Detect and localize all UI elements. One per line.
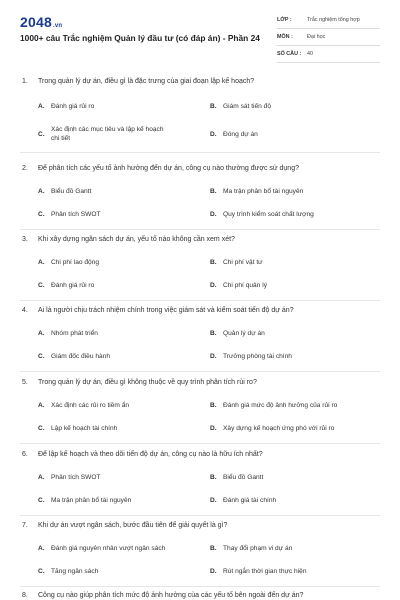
option-letter: C. — [38, 131, 45, 138]
option-d[interactable] — [210, 567, 373, 576]
option-a[interactable] — [38, 473, 166, 482]
option-letter: C. — [38, 353, 45, 360]
meta-label: MÔN : — [277, 34, 293, 40]
option-d[interactable] — [210, 496, 338, 505]
meta-value: Trắc nghiệm tổng hợp — [307, 17, 360, 23]
divider — [20, 443, 380, 444]
option-c[interactable] — [38, 281, 166, 290]
option-d[interactable] — [210, 424, 388, 433]
option-c[interactable] — [38, 125, 166, 143]
option-letter: A. — [38, 103, 45, 110]
question-prompt: Để phân tích các yếu tố ảnh hưởng đến dự án, công cụ nào thường được sử dụng? — [38, 165, 299, 172]
document-header — [0, 0, 400, 62]
option-a[interactable] — [38, 187, 166, 196]
divider — [20, 300, 380, 301]
question-prompt: Trong quản lý dự án, điều gì không thuộc về quy trình phân tích rủi ro? — [38, 379, 257, 386]
question-text — [22, 379, 382, 386]
option-text: Đánh giá nguyên nhân vượt ngân sách — [51, 545, 166, 552]
meta-label: SỐ CÂU : — [277, 51, 302, 57]
option-letter: B. — [210, 402, 217, 409]
option-c[interactable] — [38, 424, 166, 433]
option-text: Ma trận phân bổ tài nguyên — [223, 188, 304, 195]
meta-value: Đại học — [307, 34, 326, 40]
question-number: 1. — [22, 78, 28, 85]
option-text: Lập kế hoạch tài chính — [51, 425, 118, 432]
question-text — [22, 592, 382, 599]
option-text: Đánh giá tài chính — [223, 497, 277, 504]
option-text: Đóng dự án — [223, 131, 258, 138]
option-letter: D. — [210, 131, 217, 138]
option-text: Ma trận phân bổ tài nguyên — [51, 497, 132, 504]
meta-row-subject — [277, 29, 380, 46]
option-letter: D. — [210, 211, 217, 218]
option-a[interactable] — [38, 401, 166, 410]
option-a[interactable] — [38, 102, 166, 111]
option-text: Giám sát tiến độ — [223, 103, 272, 110]
question-number: 2. — [22, 165, 28, 172]
option-letter: D. — [210, 282, 217, 289]
option-text: Xác định các mục tiêu và lập kế hoạch chi tiết — [51, 126, 164, 142]
question-number: 4. — [22, 307, 28, 314]
question-prompt: Để lập kế hoạch và theo dõi tiến độ dự án, công cụ nào là hữu ích nhất? — [38, 451, 263, 458]
option-text: Tăng ngân sách — [51, 568, 99, 575]
option-b[interactable] — [210, 258, 338, 267]
question-number: 8. — [22, 592, 28, 599]
divider — [20, 371, 380, 372]
question-prompt: Công cụ nào giúp phân tích mức độ ảnh hưởng của các yếu tố bên ngoài đến dự án? — [38, 592, 304, 599]
question-text — [22, 165, 382, 172]
option-text: Xây dựng kế hoạch ứng phó với rủi ro — [223, 425, 335, 432]
page-title: 1000+ câu Trắc nghiệm Quản lý đầu tư (có đáp án) - Phần 24 — [20, 33, 260, 43]
option-text: Phân tích SWOT — [51, 474, 101, 481]
option-text: Chi phí vật tư — [223, 259, 263, 266]
option-d[interactable] — [210, 130, 338, 139]
divider — [20, 586, 380, 587]
logo-text: 2048 — [20, 14, 52, 30]
question-text — [22, 236, 382, 243]
option-letter: C. — [38, 497, 45, 504]
option-text: Xác định các rủi ro tiềm ẩn — [51, 402, 130, 409]
question-prompt: Khi dự án vượt ngân sách, bước đầu tiên để giải quyết là gì? — [38, 522, 228, 529]
option-letter: D. — [210, 568, 217, 575]
option-c[interactable] — [38, 567, 166, 576]
option-c[interactable] — [38, 352, 166, 361]
option-text: Rút ngắn thời gian thực hiện — [223, 568, 307, 575]
logo-suffix: .vn — [52, 23, 63, 29]
site-logo[interactable] — [20, 14, 62, 30]
option-text: Thay đổi phạm vi dự án — [223, 545, 293, 552]
option-b[interactable] — [210, 187, 363, 196]
option-a[interactable] — [38, 544, 216, 553]
option-text: Đánh giá rủi ro — [51, 282, 95, 289]
meta-table — [277, 12, 380, 63]
option-letter: B. — [210, 474, 217, 481]
divider — [20, 229, 380, 230]
option-b[interactable] — [210, 473, 338, 482]
option-letter: A. — [38, 545, 45, 552]
question-text — [22, 451, 382, 458]
option-text: Chi phí quản lý — [223, 282, 267, 289]
option-letter: A. — [38, 474, 45, 481]
option-text: Giám đốc điều hành — [51, 353, 111, 360]
question-prompt: Trong quản lý dự án, điều gì là đặc trưng của giai đoạn lập kế hoạch? — [38, 78, 255, 85]
option-b[interactable] — [210, 102, 338, 111]
option-text: Đánh giá mức độ ảnh hưởng của rủi ro — [223, 402, 338, 409]
option-letter: D. — [210, 353, 217, 360]
option-letter: B. — [210, 545, 217, 552]
option-b[interactable] — [210, 329, 338, 338]
option-text: Quy trình kiểm soát chất lượng — [223, 211, 314, 218]
option-c[interactable] — [38, 210, 166, 219]
question-prompt: Khi xây dựng ngân sách dự án, yếu tố nào không cần xem xét? — [38, 236, 235, 243]
question-number: 5. — [22, 379, 28, 386]
option-letter: A. — [38, 330, 45, 337]
option-letter: A. — [38, 259, 45, 266]
question-number: 7. — [22, 522, 28, 529]
option-text: Chi phí lao động — [51, 259, 100, 266]
option-text: Trưởng phòng tài chính — [223, 353, 292, 360]
question-number: 3. — [22, 236, 28, 243]
option-letter: C. — [38, 282, 45, 289]
option-text: Biểu đồ Gantt — [51, 188, 92, 195]
option-b[interactable] — [210, 401, 388, 410]
option-letter: B. — [210, 330, 217, 337]
option-d[interactable] — [210, 281, 338, 290]
question-prompt: Ai là người chịu trách nhiệm chính trong việc giám sát và kiểm soát tiến độ dự án? — [38, 307, 294, 314]
question-text — [22, 78, 382, 85]
option-letter: A. — [38, 402, 45, 409]
option-letter: A. — [38, 188, 45, 195]
option-letter: C. — [38, 425, 45, 432]
option-a[interactable] — [38, 258, 166, 267]
option-d[interactable] — [210, 352, 338, 361]
option-d[interactable] — [210, 210, 373, 219]
option-c[interactable] — [38, 496, 201, 505]
option-a[interactable] — [38, 329, 166, 338]
meta-row-class — [277, 12, 380, 29]
meta-row-count — [277, 46, 380, 63]
option-letter: B. — [210, 259, 217, 266]
question-text — [22, 522, 382, 529]
divider — [20, 515, 380, 516]
option-letter: B. — [210, 188, 217, 195]
option-letter: D. — [210, 497, 217, 504]
option-letter: B. — [210, 103, 217, 110]
option-text: Nhóm phát triển — [51, 330, 98, 337]
option-text: Quản lý dự án — [223, 330, 265, 337]
meta-label: LỚP : — [277, 17, 292, 23]
question-number: 6. — [22, 451, 28, 458]
option-b[interactable] — [210, 544, 373, 553]
option-letter: C. — [38, 211, 45, 218]
divider — [20, 152, 380, 153]
option-text: Phân tích SWOT — [51, 211, 101, 218]
meta-value: 40 — [307, 51, 313, 57]
option-text: Biểu đồ Gantt — [223, 474, 264, 481]
option-letter: D. — [210, 425, 217, 432]
question-text — [22, 307, 382, 314]
option-text: Đánh giá rủi ro — [51, 103, 95, 110]
option-letter: C. — [38, 568, 45, 575]
